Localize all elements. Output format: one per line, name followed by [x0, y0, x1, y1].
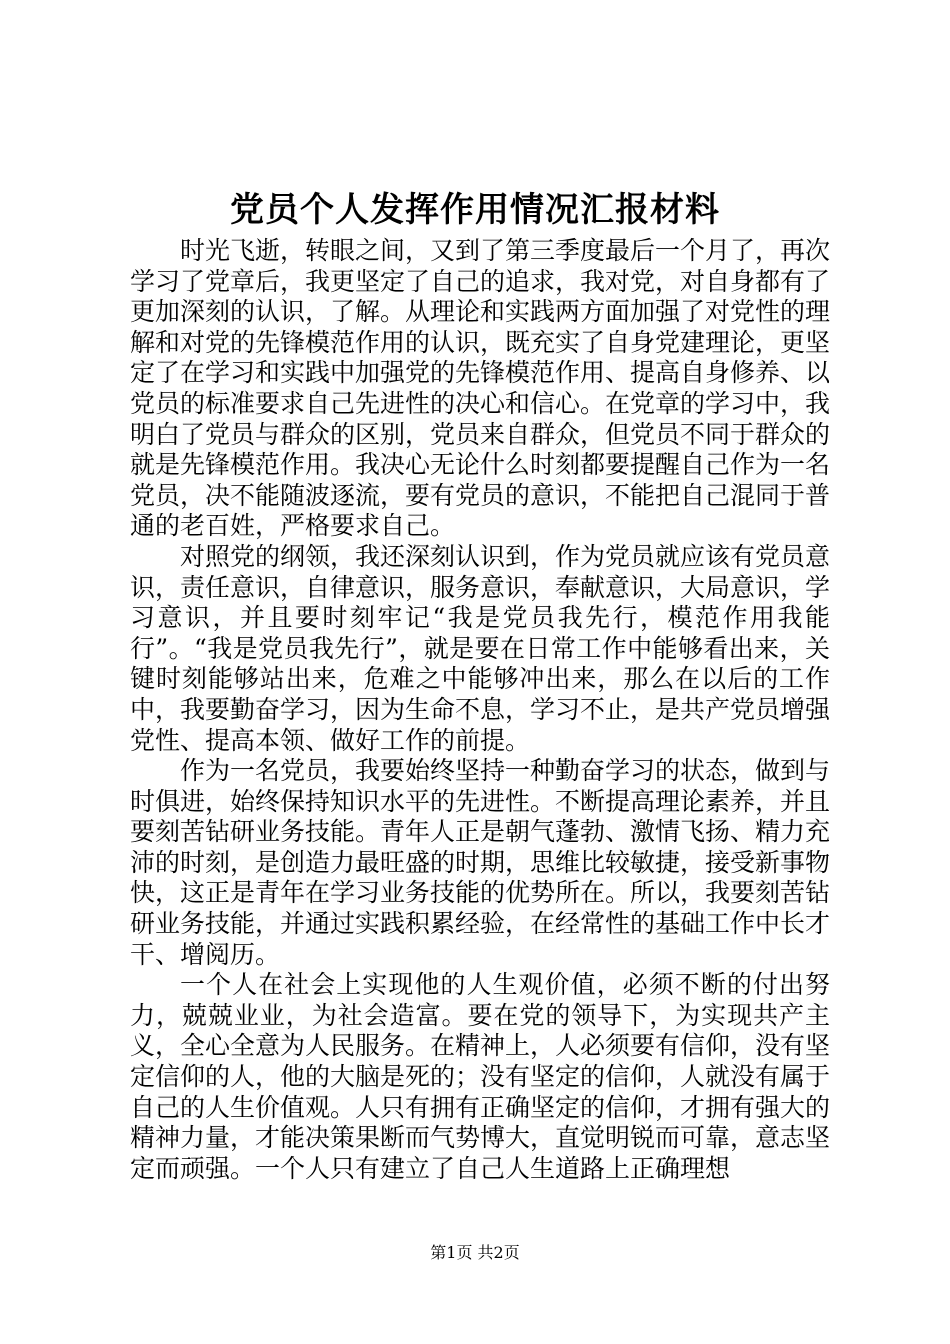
page-footer: 第1页 共2页	[430, 1243, 520, 1262]
paragraph-2: 对照党的纲领，我还深刻认识到，作为党员就应该有党员意识，责任意识，自律意识，服务意识，奉献意识，大局意识，学习意识，并且要时刻牢记“我是党员我先行，模范作用我能行”。“我是党员我先行”，就是要在日常工作中能够看出来，关键时刻能够站出来，危难之中能够冲出来，那么在以后的工作中，我要勤奋学习，因为生命不息，学习不止，是共产党员增强党性、提高本领、做好工作的前提。	[130, 541, 831, 755]
paragraph-1: 时光飞逝，转眼之间，又到了第三季度最后一个月了，再次学习了党章后，我更坚定了自己的追求，我对党，对自身都有了更加深刻的认识，了解。从理论和实践两方面加强了对党性的理解和对党的先锋模范作用的认识，既充实了自身党建理论，更坚定了在学习和实践中加强党的先锋模范作用、提高自身修养、以党员的标准要求自己先进性的决心和信心。在党章的学习中，我明白了党员与群众的区别，党员来自群众，但党员不同于群众的就是先锋模范作用。我决心无论什么时刻都要提醒自己作为一名党员，决不能随波逐流，要有党员的意识，不能把自己混同于普通的老百姓，严格要求自己。	[130, 236, 831, 541]
paragraph-4: 一个人在社会上实现他的人生观价值，必须不断的付出努力，兢兢业业，为社会造富。要在党的领导下，为实现共产主义，全心全意为人民服务。在精神上，人必须要有信仰，没有坚定信仰的人，他的大脑是死的；没有坚定的信仰，人就没有属于自己的人生价值观。人只有拥有正确坚定的信仰，才拥有强大的精神力量，才能决策果断而气势博大，直觉明锐而可靠，意志坚定而顽强。一个人只有建立了自己人生道路上正确理想	[130, 970, 831, 1183]
document-title: 党员个人发挥作用情况汇报材料	[230, 190, 720, 230]
document-body	[130, 236, 830, 1184]
paragraph-3: 作为一名党员，我要始终坚持一种勤奋学习的状态，做到与时俱进，始终保持知识水平的先进性。不断提高理论素养，并且要刻苦钻研业务技能。青年人正是朝气蓬勃、激情飞扬、精力充沛的时刻，是创造力最旺盛的时期，思维比较敏捷，接受新事物快，这正是青年在学习业务技能的优势所在。所以，我要刻苦钻研业务技能，并通过实践积累经验，在经常性的基础工作中长才干、增阅历。	[130, 756, 831, 969]
